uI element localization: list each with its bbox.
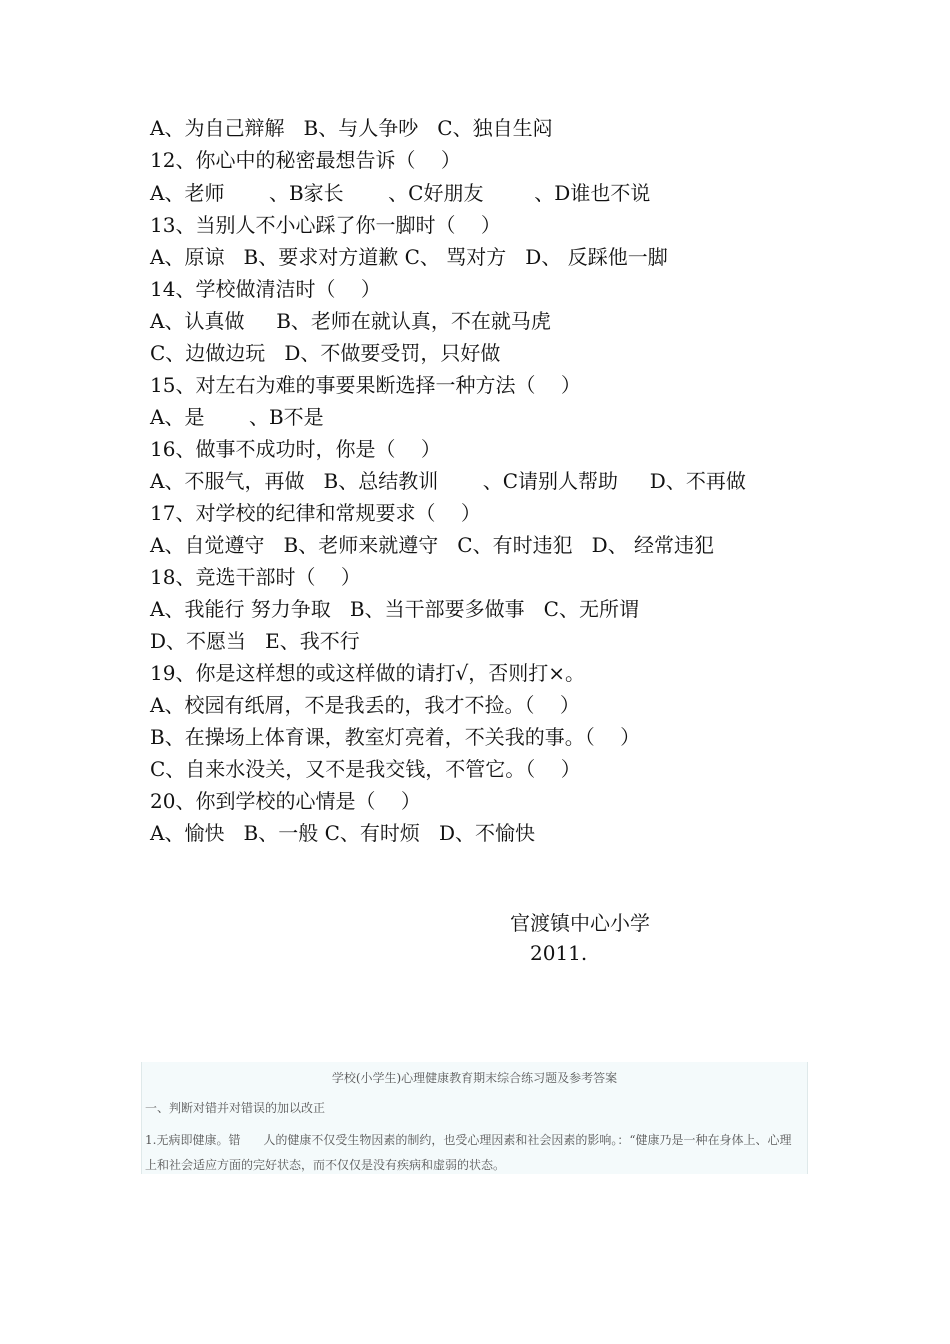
question-line: 18、竞选干部时（ ） bbox=[150, 565, 361, 589]
answer-key-section-heading: 一、判断对错并对错误的加以改正 bbox=[145, 1101, 326, 1115]
question-line: 20、你到学校的心情是（ ） bbox=[150, 789, 421, 813]
question-line: 16、做事不成功时，你是（ ） bbox=[150, 437, 441, 461]
option-line: A、为自己辩解 B、与人争吵 C、独自生闷 bbox=[150, 116, 553, 140]
statement-line: B、在操场上体育课，教室灯亮着，不关我的事。（ ） bbox=[150, 725, 641, 749]
question-line: 19、你是这样想的或这样做的请打√，否则打×。 bbox=[150, 661, 585, 685]
option-line: A、认真做 B、老师在就认真，不在就马虎 bbox=[150, 309, 551, 333]
signature-year: 2011. bbox=[530, 941, 588, 965]
option-line: A、是 、B不是 bbox=[150, 405, 324, 429]
question-line: 17、对学校的纪律和常规要求（ ） bbox=[150, 501, 481, 525]
answer-key-title: 学校(小学生)心理健康教育期末综合练习题及参考答案 bbox=[331, 1071, 618, 1085]
question-line: 13、当别人不小心踩了你一脚时（ ） bbox=[150, 213, 501, 237]
option-line: A、愉快 B、一般 C、有时烦 D、不愉快 bbox=[150, 821, 535, 845]
option-line: C、边做边玩 D、不做要受罚，只好做 bbox=[150, 341, 501, 365]
option-line: A、老师 、B家长 、C好朋友 、D谁也不说 bbox=[150, 181, 651, 205]
statement-line: C、自来水没关，又不是我交钱，不管它。（ ） bbox=[150, 757, 581, 781]
question-line: 14、学校做清洁时（ ） bbox=[150, 277, 381, 301]
answer-key-panel bbox=[141, 1062, 808, 1174]
option-line: A、原谅 B、要求对方道歉 C、 骂对方 D、 反踩他一脚 bbox=[150, 245, 668, 269]
option-line: A、不服气，再做 B、总结教训 、C请别人帮助 D、不再做 bbox=[150, 469, 746, 493]
option-line: D、不愿当 E、我不行 bbox=[150, 629, 360, 653]
signature-school: 官渡镇中心小学 bbox=[510, 911, 650, 935]
answer-key-body: 1.无病即健康。错 人的健康不仅受生物因素的制约，也受心理因素和社会因素的影响。：“健康乃是一种在身体上、心理上和社会适应方面的完好状态，而不仅仅是没有疾病和虚弱的状态。 bbox=[145, 1133, 792, 1172]
question-line: 15、对左右为难的事要果断选择一种方法（ ） bbox=[150, 373, 581, 397]
question-line: 12、你心中的秘密最想告诉（ ） bbox=[150, 148, 461, 172]
statement-line: A、校园有纸屑，不是我丢的，我才不捡。（ ） bbox=[150, 693, 580, 717]
option-line: A、我能行 努力争取 B、当干部要多做事 C、无所谓 bbox=[150, 597, 639, 621]
option-line: A、自觉遵守 B、老师来就遵守 C、有时违犯 D、 经常违犯 bbox=[150, 533, 715, 557]
